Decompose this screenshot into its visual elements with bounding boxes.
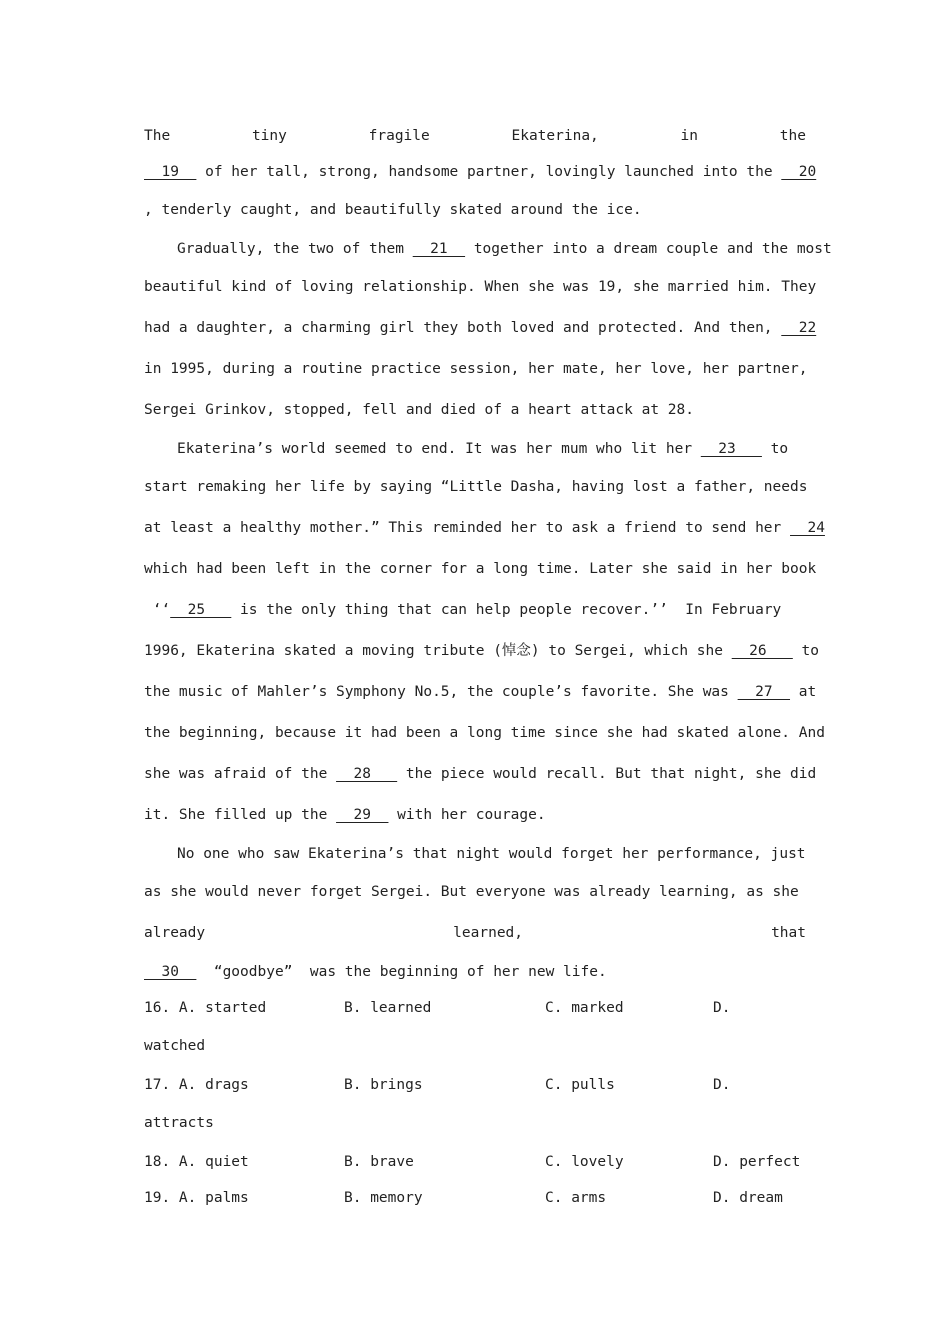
blank-28: 28 — [336, 766, 398, 782]
option-b: B. learned — [344, 1000, 432, 1016]
passage-line-3 — [144, 190, 806, 231]
document-page — [144, 118, 832, 1216]
option-c: C. pulls — [545, 1077, 615, 1093]
word: that — [771, 925, 806, 941]
option-d-text: attracts — [144, 1115, 214, 1131]
option-a: 18. A. quiet — [144, 1154, 249, 1170]
passage-line-2 — [144, 154, 817, 190]
passage-line-6 — [144, 308, 817, 349]
text: to — [792, 643, 820, 659]
blank-26: 26 — [731, 643, 793, 659]
option-a: 17. A. drags — [144, 1077, 249, 1093]
option-row-17 — [144, 1067, 806, 1103]
word: the — [779, 128, 806, 144]
word: fragile — [368, 128, 430, 144]
blank-25: 25 — [170, 602, 232, 618]
passage-line-11 — [144, 508, 825, 549]
word: Ekaterina, — [511, 128, 599, 144]
blank-23: 23 — [700, 441, 762, 457]
passage-line-1 — [144, 118, 806, 154]
passage-line-18 — [144, 795, 806, 836]
text: “goodbye” was the beginning of her new life. — [196, 964, 607, 980]
text: is the only thing that can help people recover.’’ In February — [231, 602, 782, 618]
option-d: D. — [713, 1000, 731, 1016]
text: with her courage. — [388, 807, 546, 823]
text: together into a dream couple and the most — [465, 241, 832, 257]
text: she was afraid of the — [144, 766, 337, 782]
passage-line-15 — [144, 672, 817, 713]
blank-19: 19 — [144, 164, 197, 180]
option-c: C. marked — [545, 1000, 624, 1016]
text: in 1995, during a routine practice session, her mate, her love, her partner, — [144, 361, 808, 377]
passage-line-8 — [144, 390, 806, 431]
option-row-18 — [144, 1144, 806, 1180]
option-wrap-17 — [144, 1103, 806, 1144]
option-b: B. brings — [344, 1077, 423, 1093]
option-d: D. perfect — [713, 1154, 801, 1170]
text: the music of Mahler’s Symphony No.5, the couple’s favorite. She was — [144, 684, 738, 700]
text: it. She filled up the — [144, 807, 337, 823]
option-a: 16. A. started — [144, 1000, 267, 1016]
text: of her tall, strong, handsome partner, lovingly launched into the — [196, 164, 782, 180]
text: ‘‘ — [144, 602, 171, 618]
text: which had been left in the corner for a long time. Later she said in her book — [144, 561, 817, 577]
blank-22: 22 — [781, 320, 817, 336]
passage-line-13 — [144, 590, 806, 631]
text: No one who saw Ekaterina’s that night would forget her performance, just — [177, 846, 806, 862]
blank-20: 20 — [781, 164, 817, 180]
text: to — [761, 441, 789, 457]
word: in — [680, 128, 699, 144]
passage-line-5 — [144, 267, 817, 308]
option-d: D. — [713, 1077, 731, 1093]
option-d: D. dream — [713, 1190, 783, 1206]
option-b: B. brave — [344, 1154, 414, 1170]
text: Sergei Grinkov, stopped, fell and died of a heart attack at 28. — [144, 402, 694, 418]
option-d-text: watched — [144, 1038, 206, 1054]
word: The — [144, 128, 171, 144]
word: tiny — [251, 128, 287, 144]
passage-line-4 — [144, 231, 832, 267]
passage-line-7 — [144, 349, 806, 390]
options-list — [144, 990, 806, 1216]
option-row-16 — [144, 990, 806, 1026]
text: as she would never forget Sergei. But everyone was already learning, as she — [144, 884, 799, 900]
blank-30: 30 — [144, 964, 197, 980]
passage-line-19 — [144, 836, 806, 872]
passage-line-22 — [144, 954, 806, 990]
passage-line-10 — [144, 467, 806, 508]
text: Ekaterina’s world seemed to end. It was her mum who lit her — [177, 441, 701, 457]
option-c: C. lovely — [545, 1154, 624, 1170]
text: had a daughter, a charming girl they both loved and protected. And then, — [144, 320, 782, 336]
option-b: B. memory — [344, 1190, 423, 1206]
text: the beginning, because it had been a long time since she had skated alone. And — [144, 725, 825, 741]
text: the piece would recall. But that night, she did — [397, 766, 817, 782]
text: 1996, Ekaterina skated a moving tribute (悼念) to Sergei, which she — [144, 643, 732, 659]
option-a: 19. A. palms — [144, 1190, 249, 1206]
text: at least a healthy mother.” This reminded her to ask a friend to send her — [144, 520, 791, 536]
text: start remaking her life by saying “Little Dasha, having lost a father, needs — [144, 479, 808, 495]
option-wrap-16 — [144, 1026, 806, 1067]
option-c: C. arms — [545, 1190, 607, 1206]
passage-line-14 — [144, 631, 820, 672]
blank-21: 21 — [412, 241, 466, 257]
blank-27: 27 — [737, 684, 791, 700]
text: beautiful kind of loving relationship. When she was 19, she married him. They — [144, 279, 817, 295]
word: learned, — [453, 925, 524, 941]
blank-24: 24 — [790, 520, 825, 536]
passage-line-16 — [144, 713, 825, 754]
passage-line-12 — [144, 549, 817, 590]
passage-line-21 — [144, 913, 806, 954]
word: already — [144, 925, 206, 941]
text: , tenderly caught, and beautifully skated around the ice. — [144, 202, 642, 218]
passage-line-20 — [144, 872, 806, 913]
text: at — [790, 684, 817, 700]
passage-line-17 — [144, 754, 817, 795]
passage-line-9 — [144, 431, 806, 467]
text: Gradually, the two of them — [177, 241, 413, 257]
blank-29: 29 — [336, 807, 389, 823]
option-row-19 — [144, 1180, 806, 1216]
